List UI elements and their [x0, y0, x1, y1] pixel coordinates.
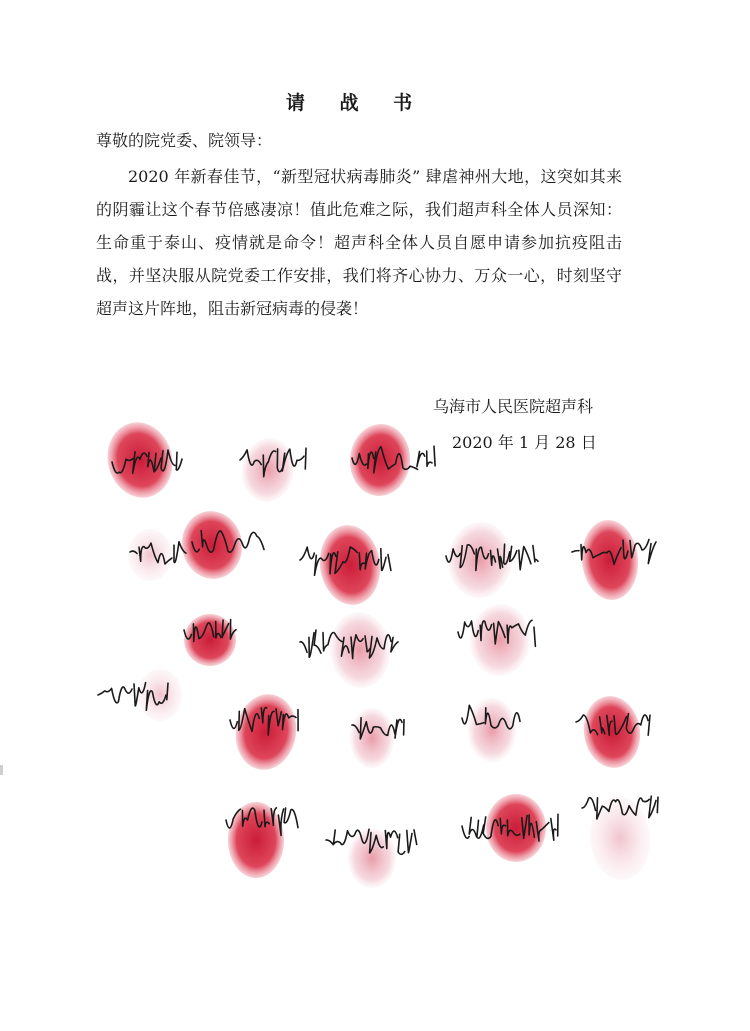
fingerprint-mark: [327, 610, 393, 691]
salutation: 尊敬的院党委、院领导：: [96, 131, 273, 150]
fingerprint-mark: [348, 828, 396, 888]
fingerprint-mark: [468, 698, 516, 762]
fingerprint-mark: [579, 518, 642, 603]
fingerprint-mark: [184, 614, 236, 666]
fingerprint-mark: [230, 689, 302, 774]
document-date: 2020 年 1 月 28 日: [452, 433, 597, 452]
fingerprint-mark: [237, 434, 299, 506]
fingerprint-mark: [177, 506, 248, 583]
body-paragraph: 2020 年新春佳节，“新型冠状病毒肺炎” 肆虐神州大地，这突如其来的阴霾让这个春节倍感凄凉！值此危难之际，我们超声科全体人员深知：生命重于泰山、疫情就是命令！超声科全体人员自愿申请参加抗疫阻击战，并坚决服从院党委工作安排，我们将齐心协力、万众一心，时刻坚守超声这片阵地，阻击新冠病毒的侵袭！: [96, 167, 622, 318]
fingerprint-mark: [467, 602, 533, 679]
fingerprint-mark: [347, 422, 413, 499]
organization-name: 乌海市人民医院超声科: [433, 397, 594, 416]
fingerprint-mark: [315, 521, 386, 609]
fingerprint-mark: [138, 669, 182, 721]
fingerprint-mark: [128, 529, 172, 581]
document-title: 请 战 书: [285, 92, 427, 114]
fingerprint-mark: [350, 708, 394, 768]
fingerprint-mark: [579, 692, 644, 771]
